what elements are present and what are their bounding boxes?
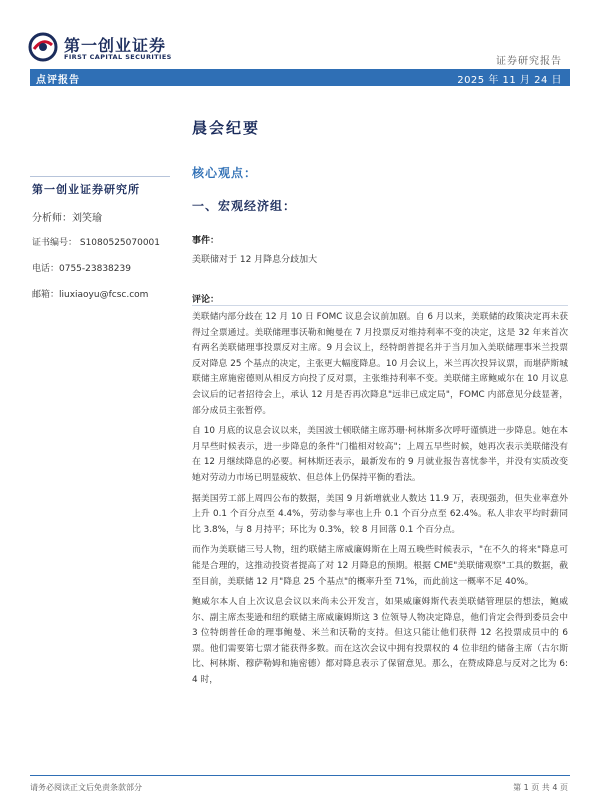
doc-type: 证券研究报告 xyxy=(496,56,562,67)
paragraph: 据美国劳工部上周四公布的数据，美国 9 月新增就业人数达 11.9 万，表现强劲，但失业率意外上升 0.1 个百分点至 4.4%，劳动参与率也上升 0.1 个百分点至 62.4%。私人非农平均时薪同比 3.8%，与 8 月持平；环比为 0.3%，较 8 月回落 0.1 个百分点。 xyxy=(192,493,568,535)
report-category: 点评报告 xyxy=(36,75,80,86)
sidebar-institute: 第一创业证券研究所 xyxy=(32,183,140,196)
comment-label: 评论： xyxy=(192,295,220,305)
brand-name-en: FIRST CAPITAL SECURITIES xyxy=(64,53,172,61)
paragraph: 自 10 月底的议息会议以来，美国波士顿联储主席苏珊·柯林斯多次呼吁谨慎进一步降息。她在本月早些时候表示，进一步降息的条件"门槛相对较高"；上周五早些时候，她再次表示美联储没有在 12 月继续降息的必要。柯林斯还表示，最新发布的 9 月就业报告喜忧参半，并没有实质改变她对劳动力市场已明显疲软、但总体上仍保持平衡的看法。 xyxy=(192,426,568,483)
section-heading: 一、宏观经济组： xyxy=(192,199,297,213)
paragraph: 而作为美联储三号人物，纽约联储主席威廉姆斯在上周五晚些时候表示，"在不久的将来"降息可能是合理的，这推动投资者提高了对 12 月降息的预期。根据 CME"美联储观察"工具的数据，截至目前，美联储 12 月"降息 25 个基点"的概率升至 71%，而此前这一概率不足 40%。 xyxy=(192,545,568,587)
paragraph: 鲍威尔本人自上次议息会议以来尚未公开发言，如果威廉姆斯代表美联储管理层的想法，鲍威尔、副主席杰斐逊和纽约联储主席威廉姆斯这 3 位领导人物决定降息，他们肯定会得到委员会中 3 位特朗普任命的理事鲍曼、米兰和沃勒的支持。但这只能让他们获得 12 名投票成员中的 6 票。他们需要第七票才能获得多数。而在这次会议中拥有投票权的 4 位非纽约储备主席（古尔斯比、柯林斯、穆萨勒姆和施密德）都对降息表示了保留意见。那么，在赞成降息与反对之比为 6:4 时， xyxy=(192,597,568,686)
core-heading: 核心观点： xyxy=(192,166,258,180)
sidebar-email: 邮箱：liuxiaoyu@fcsc.com xyxy=(32,290,149,300)
logo-mark-icon xyxy=(28,32,58,62)
page-title: 晨会纪要 xyxy=(192,119,261,137)
brand-name-cn: 第一创业证券 xyxy=(64,36,167,55)
report-date: 2025 年 11 月 24 日 xyxy=(457,75,562,86)
header-bar xyxy=(30,69,570,86)
company-logo xyxy=(28,32,188,64)
page-number: 第 1 页 共 4 页 xyxy=(513,783,568,792)
sidebar-cert: 证书编号： S1080525070001 xyxy=(32,238,161,248)
sidebar-phone: 电话：0755-23838239 xyxy=(32,264,131,274)
sidebar-analyst: 分析师：刘笑瑜 xyxy=(32,213,102,224)
sidebar-divider xyxy=(30,176,170,177)
commentary-body xyxy=(192,305,568,775)
footer-divider xyxy=(30,775,570,776)
paragraph: 美联储内部分歧在 12 月 10 日 FOMC 议息会议前加剧。自 6 月以来，美联储的政策决定再未获得过全票通过。美联储理事沃勒和鲍曼在 7 月投票反对维持利率不变的决定，这是 32 年来首次有两名美联储理事投票反对主席。9 月会议上，经特朗普提名并于当月加入美联储理事米兰投票反对降息 25 个基点的决定，主张更大幅度降息。10 月会议上，米兰再次投异议票，而堪萨斯城联储主席施密德则从相反方向投了反对票，主张维持利率不变。美联储主席鲍威尔在 10 月议息会议后的记者招待会上，承认 12 月是否再次降息"远非已成定局"，FOMC 内部意见分歧显著，部分成员主张暂停。 xyxy=(192,312,568,416)
event-label: 事件： xyxy=(192,236,220,246)
footer-disclaimer: 请务必阅读正文后免责条款部分 xyxy=(30,783,142,792)
event-text: 美联储对于 12 月降息分歧加大 xyxy=(192,255,318,265)
